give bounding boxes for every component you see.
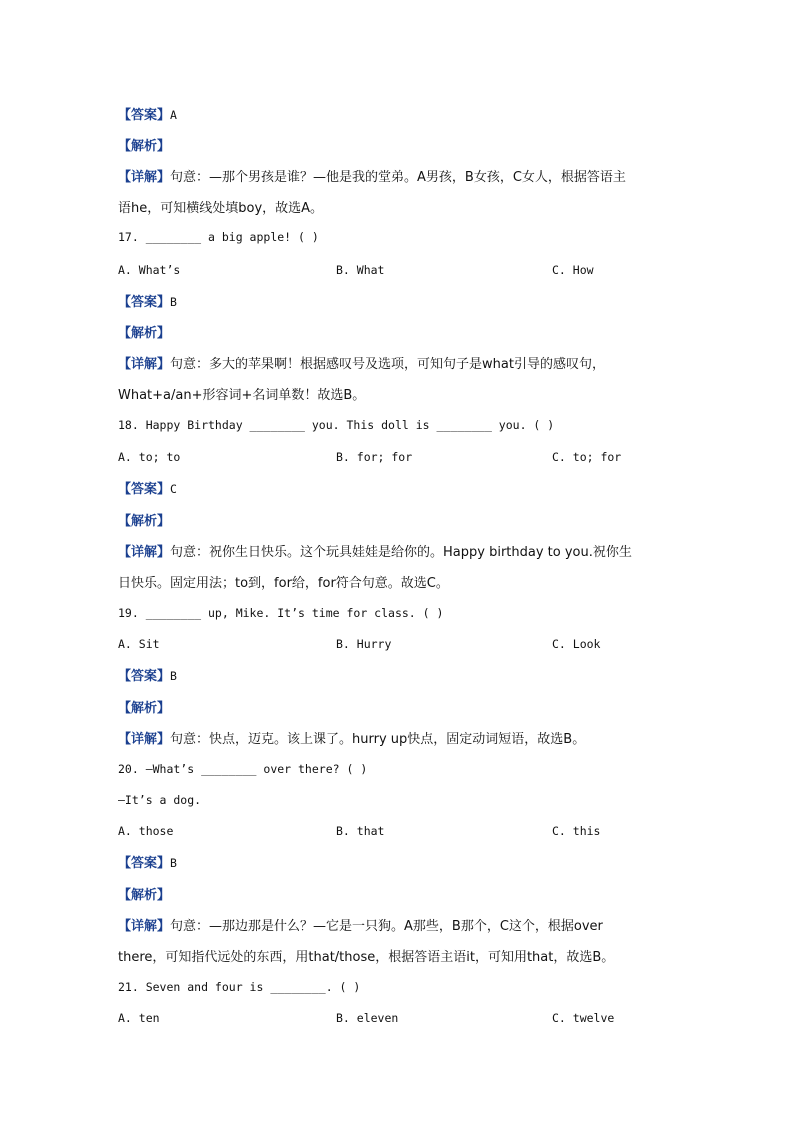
detail-row-17 [118,353,605,372]
option-c: C. How [552,263,594,277]
answer-label: 【答案】 [118,295,171,310]
detail-text: 句意：快点，迈克。该上课了。hurry up快点，固定动词短语，故选B。 [170,732,586,747]
question-20-reply: —It’s a dog. [118,793,202,807]
option-b: B. that [336,824,385,838]
option-a: A. those [118,824,174,838]
detail-text: 句意：多大的苹果啊！根据感叹号及选项，可知句子是what引导的感叹句， [170,357,605,372]
analysis-row-16 [118,135,170,154]
question-19: 19. ________ up, Mike. It’s time for class. ( ) [118,606,444,620]
detail-label: 【详解】 [118,170,171,185]
detail-row-20 [118,915,603,934]
analysis-row-17 [118,322,170,341]
detail-row-18 [118,541,632,560]
detail-text-cont: What+a/an+形容词+名词单数！故选B。 [118,388,366,403]
detail-text-cont: 日快乐。固定用法；to到，for给，for符合句意。故选C。 [118,576,449,591]
option-c: C. to; for [552,450,622,464]
answer-label: 【答案】 [118,669,171,684]
option-a: A. What’s [118,263,181,277]
option-b: B. for; for [336,450,413,464]
option-c: C. this [552,824,601,838]
answer-label: 【答案】 [118,856,171,871]
detail-text: 句意：—那个男孩是谁？—他是我的堂弟。A男孩，B女孩，C女人，根据答语主 [170,170,626,185]
analysis-row-19 [118,697,170,716]
analysis-row-20 [118,884,170,903]
analysis-row-18 [118,510,170,529]
answer-value: B [170,295,177,309]
detail-text-cont: 语he，可知横线处填boy，故选A。 [118,201,324,216]
answer-label: 【答案】 [118,108,171,123]
detail-label: 【详解】 [118,545,171,560]
option-a: A. Sit [118,637,160,651]
option-b: B. Hurry [336,637,392,651]
answer-value: B [170,856,177,870]
question-21: 21. Seven and four is ________. ( ) [118,980,361,994]
detail-text-cont: there，可知指代远处的东西，用that/those，根据答语主语it，可知用that，故选B。 [118,950,615,965]
option-b: B. eleven [336,1011,399,1025]
answer-value: B [170,669,177,683]
option-a: A. to; to [118,450,181,464]
detail-row-19 [118,728,585,747]
option-a: A. ten [118,1011,160,1025]
question-20: 20. —What’s ________ over there? ( ) [118,762,368,776]
answer-value: C [170,482,177,496]
answer-row-19 [118,665,177,684]
analysis-label: 【解析】 [118,888,171,903]
detail-label: 【详解】 [118,732,171,747]
detail-label: 【详解】 [118,919,171,934]
answer-row-17 [118,291,177,310]
answer-row-16 [118,104,177,123]
option-b: B. What [336,263,385,277]
answer-row-20 [118,852,177,871]
answer-row-18 [118,478,177,497]
answer-value: A [170,108,177,122]
question-18: 18. Happy Birthday ________ you. This doll is ________ you. ( ) [118,418,555,432]
detail-text: 句意：祝你生日快乐。这个玩具娃娃是给你的。Happy birthday to you.祝你生 [170,545,632,560]
analysis-label: 【解析】 [118,514,171,529]
answer-label: 【答案】 [118,482,171,497]
option-c: C. twelve [552,1011,615,1025]
detail-text: 句意：—那边那是什么？—它是一只狗。A那些，B那个，C这个，根据over [170,919,603,934]
analysis-label: 【解析】 [118,139,171,154]
question-17: 17. ________ a big apple! ( ) [118,230,319,244]
detail-row-16 [118,166,626,185]
analysis-label: 【解析】 [118,701,171,716]
analysis-label: 【解析】 [118,326,171,341]
detail-label: 【详解】 [118,357,171,372]
option-c: C. Look [552,637,601,651]
